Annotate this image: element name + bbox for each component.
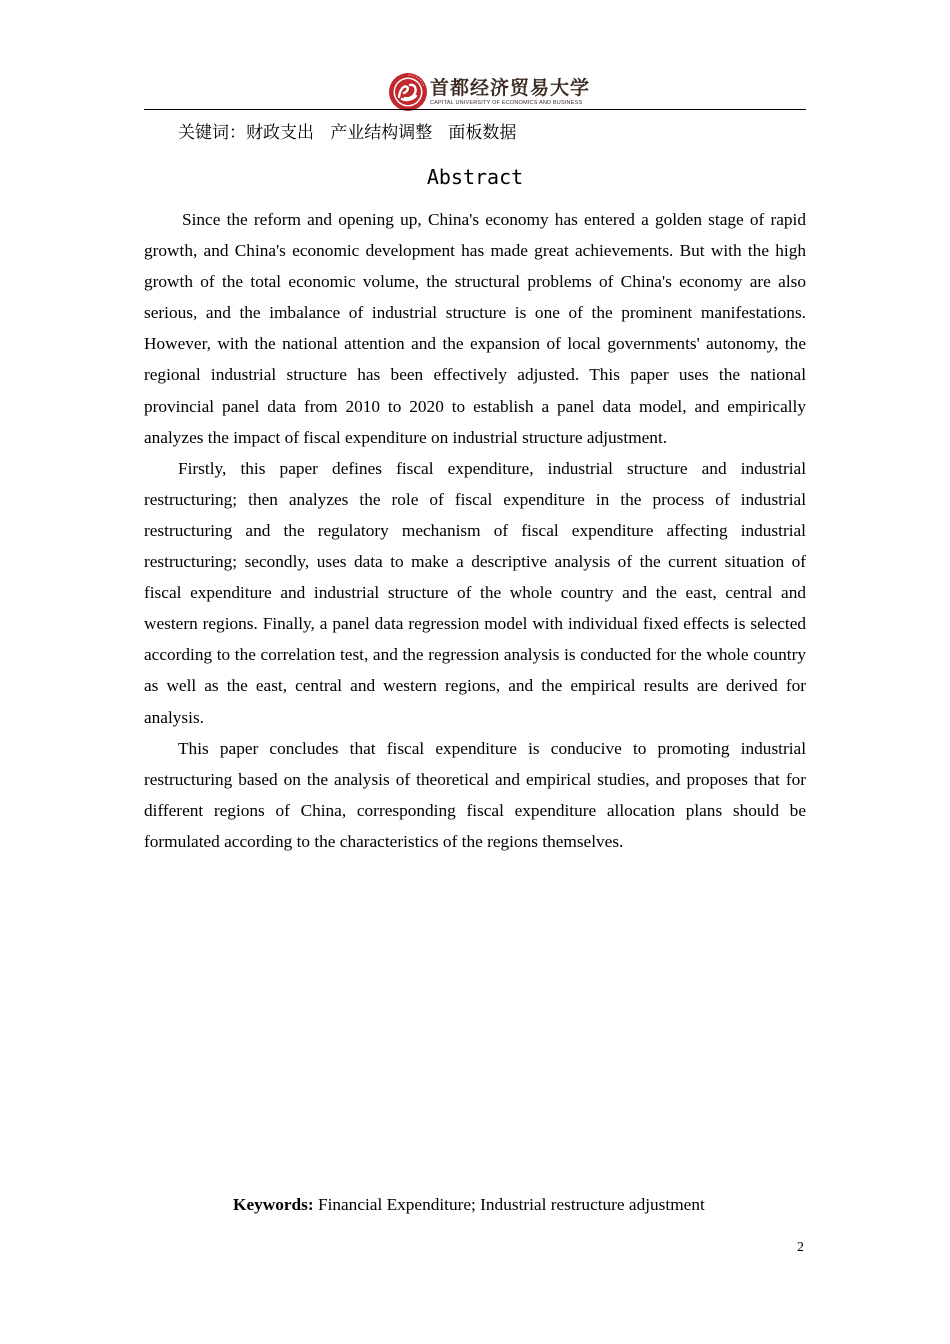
abstract-paragraph-2: Firstly, this paper defines fiscal expenditure, industrial structure and industrial restructuring; then analyzes the role of fiscal expenditure in the process of industrial restructuring and the regulatory mechanism of fiscal expenditure affecting industrial restructuring; secondly, uses data to make a descriptive analysis of the current situation of fiscal expenditure and industrial structure of the whole country and the east, central and western regions. Finally, a panel data regression model with individual fixed effects is selected according to the correlation test, and the regression analysis is conducted for the whole country as well as the east, central and western regions, and the empirical results are derived for analysis. (144, 458, 806, 727)
page-number: 2 (797, 1240, 804, 1255)
keywords-label: Keywords: (233, 1195, 314, 1214)
university-seal-icon (388, 72, 428, 112)
header-divider (144, 109, 806, 110)
university-logo (388, 72, 590, 112)
page-header (144, 68, 806, 110)
logo-text (430, 77, 590, 107)
abstract-title: Abstract (426, 165, 524, 189)
abstract-body (144, 204, 806, 857)
keywords-text: Financial Expenditure; Industrial restructure adjustment (313, 1195, 705, 1214)
english-keywords (233, 1190, 705, 1220)
university-name-en: CAPITAL UNIVERSITY OF ECONOMICS AND BUSINESS (430, 100, 583, 106)
abstract-paragraph-3: This paper concludes that fiscal expenditure is conducive to promoting industrial restructuring based on the analysis of theoretical and empirical studies, and proposes that for different regions of China, corresponding fiscal expenditure allocation plans should be formulated according to the characteristics of the regions themselves. (144, 738, 806, 851)
university-name-cn: 首都经济贸易大学 (430, 77, 591, 99)
abstract-paragraph-1: Since the reform and opening up, China's economy has entered a golden stage of rapid growth, and China's economic development has made great achievements. But with the high growth of the total economic volume, the structural problems of China's economy are also serious, and the imbalance of industrial structure is one of the prominent manifestations. However, with the national attention and the expansion of local governments' autonomy, the regional industrial structure has been effectively adjusted. This paper uses the national provincial panel data from 2010 to 2020 to establish a panel data model, and empirically analyzes the impact of fiscal expenditure on industrial structure adjustment. (144, 210, 806, 447)
chinese-keywords: 关键词：财政支出 产业结构调整 面板数据 (178, 123, 517, 143)
